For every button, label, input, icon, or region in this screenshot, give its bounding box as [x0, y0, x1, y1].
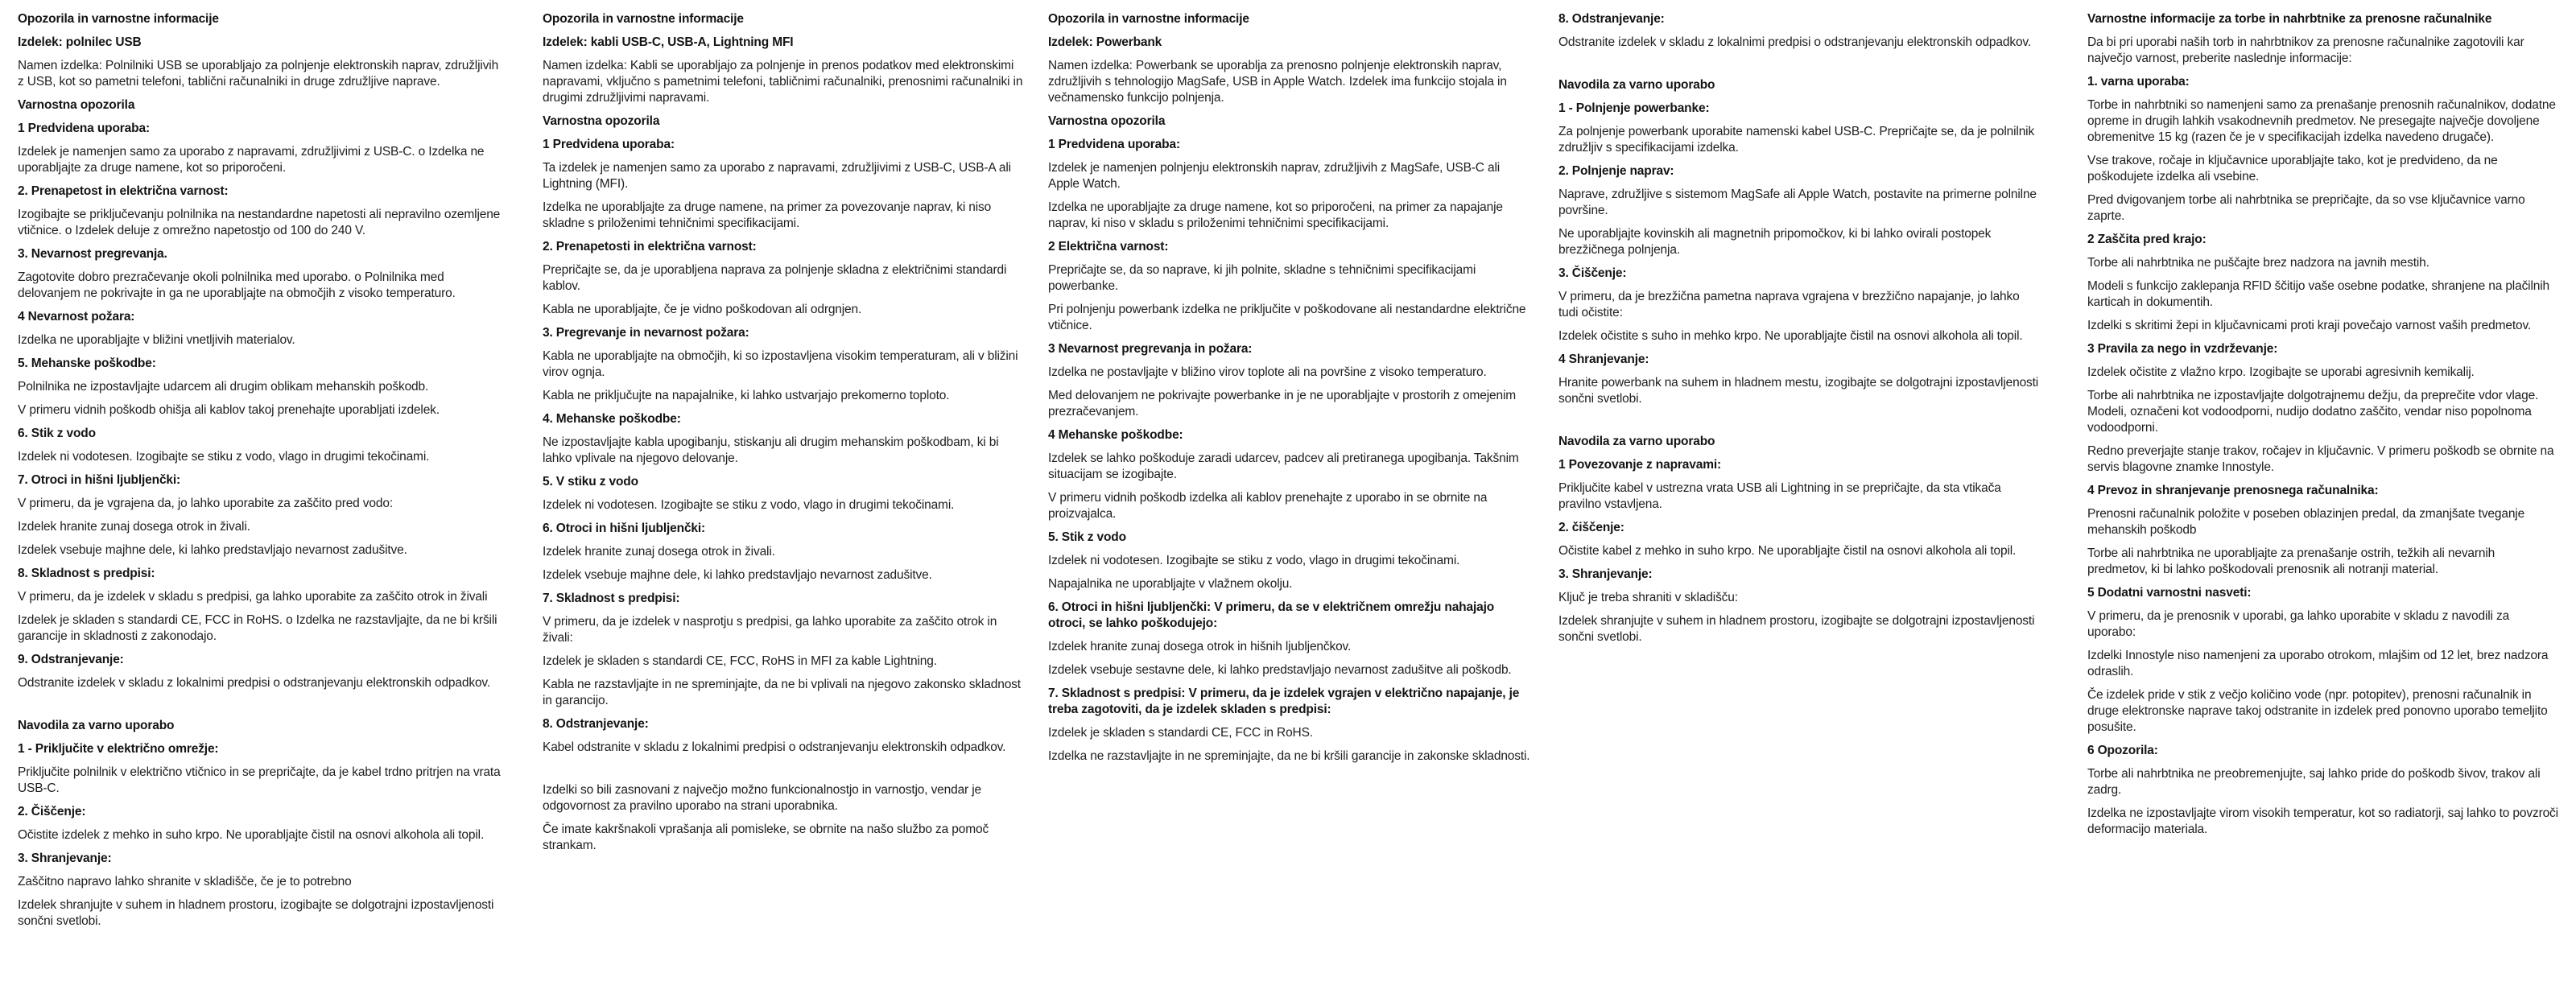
paragraph: Prepričajte se, da je uporabljena naprava za polnjenje skladna z električnimi standardi kablov. [543, 263, 1007, 293]
paragraph: Izdelek hranite zunaj dosega otrok in hišnih ljubljenčkov. [1048, 640, 1352, 653]
section-heading: 8. Skladnost s predpisi: [18, 567, 155, 580]
paragraph: Naprave, združljive s sistemom MagSafe ali Apple Watch, postavite na primerne polnilne površine. [1558, 188, 2037, 217]
section-heading: 1 Predvidena uporaba: [543, 138, 675, 151]
section-heading: Izdelek: kabli USB-C, USB-A, Lightning MFI [543, 35, 794, 49]
paragraph: Kabel odstranite v skladu z lokalnimi predpisi o odstranjevanju elektronskih odpadkov. [543, 740, 1006, 754]
section-heading: Opozorila in varnostne informacije [18, 12, 219, 26]
paragraph: Izdelek očistite z vlažno krpo. Izogibajte se uporabi agresivnih kemikalij. [2087, 365, 2475, 379]
section-spacer [1558, 414, 2041, 434]
section-heading: 4 Shranjevanje: [1558, 353, 1649, 366]
section-heading: 5. Mehanske poškodbe: [18, 357, 156, 370]
section-heading: 3. Čiščenje: [1558, 266, 1627, 280]
paragraph: Izdelka ne izpostavljajte virom visokih temperatur, kot so radiatorji, saj lahko to povzroči deformacijo materiala. [2087, 806, 2558, 836]
paragraph: Modeli s funkcijo zaklepanja RFID ščitijo vaše osebne podatke, shranjene na plačilnih karticah in dokumentih. [2087, 279, 2549, 309]
paragraph: Prepričajte se, da so naprave, ki jih polnite, skladne s tehničnimi specifikacijami powerbanke. [1048, 263, 1476, 293]
section-spacer [1558, 58, 2041, 77]
section-heading: 3. Pregrevanje in nevarnost požara: [543, 326, 749, 340]
section-heading: Opozorila in varnostne informacije [1048, 12, 1249, 26]
section-heading: 9. Odstranjevanje: [18, 653, 124, 666]
safety-column-4 [1558, 11, 2041, 653]
paragraph: Izdelek je skladen s standardi CE, FCC in RoHS. o Izdelka ne razstavljajte, da ne bi kršili garancije in skladnosti z zakonodajo. [18, 613, 497, 643]
paragraph: Izdelka ne razstavljajte in ne spreminjajte, da ne bi kršili garancije in zakonske skladnosti. [1048, 749, 1530, 763]
section-heading: Varnostne informacije za torbe in nahrbtnike za prenosne računalnike [2087, 12, 2492, 26]
paragraph: Napajalnika ne uporabljajte v vlažnem okolju. [1048, 577, 1293, 591]
safety-column-2 [543, 11, 1026, 861]
section-heading: 3 Nevarnost pregrevanja in požara: [1048, 342, 1253, 356]
paragraph: Vse trakove, ročaje in ključavnice uporabljajte tako, kot je predvideno, da ne poškodujete izdelka ali vsebine. [2087, 154, 2498, 183]
section-heading: Navodila za varno uporabo [1558, 78, 1715, 92]
paragraph: Za polnjenje powerbank uporabite namenski kabel USB-C. Prepričajte se, da je polnilnik združljiv s specifikacijami izdelka. [1558, 125, 2035, 155]
paragraph: Odstranite izdelek v skladu z lokalnimi predpisi o odstranjevanju elektronskih odpadkov. [18, 676, 491, 690]
section-heading: Navodila za varno uporabo [1558, 435, 1715, 448]
paragraph: Pred dvigovanjem torbe ali nahrbtnika se prepričajte, da so vse ključavnice varno zaprte. [2087, 193, 2525, 223]
paragraph: Izdelki Innostyle niso namenjeni za uporabo otrokom, mlajšim od 12 let, brez nadzora odraslih. [2087, 649, 2549, 678]
paragraph: Namen izdelka: Kabli se uporabljajo za polnjenje in prenos podatkov med elektronskimi napravami, vključno s pametnimi telefoni, tabličnimi računalniki, prenosnimi računalniki in drugimi združljivimi napravami. [543, 59, 1023, 105]
paragraph: Izdelek se lahko poškoduje zaradi udarcev, padcev ali pretiranega upogibanja. Takšnim situacijam se izogibajte. [1048, 451, 1519, 481]
paragraph: Kabla ne uporabljajte, če je vidno poškodovan ali odrgnjen. [543, 303, 862, 316]
paragraph: V primeru, da je brezžična pametna naprava vgrajena v brezžično napajanje, jo lahko tudi očistite: [1558, 290, 2020, 320]
section-heading: 3. Shranjevanje: [18, 851, 112, 865]
paragraph: Izdelek vsebuje majhne dele, ki lahko predstavljajo nevarnost zadušitve. [543, 568, 932, 582]
paragraph: Redno preverjajte stanje trakov, ročajev in ključavnic. V primeru poškodb se obrnite na servis blagovne znamke Innostyle. [2087, 444, 2554, 474]
paragraph: Hranite powerbank na suhem in hladnem mestu, izogibajte se dolgotrajni izpostavljenosti sončni svetlobi. [1558, 376, 2039, 406]
section-heading: 1 - Polnjenje powerbanke: [1558, 101, 1710, 115]
section-heading: 7. Otroci in hišni ljubljenčki: [18, 473, 181, 487]
paragraph: Kabla ne uporabljajte na območjih, ki so izpostavljena visokim temperaturam, ali v bližini virov ognja. [543, 349, 1018, 379]
paragraph: Izdelka ne uporabljajte v bližini vnetljivih materialov. [18, 333, 295, 347]
paragraph: Izdelek shranjujte v suhem in hladnem prostoru, izogibajte se dolgotrajni izpostavljenosti sončni svetlobi. [1558, 614, 2035, 644]
paragraph: Zaščitno napravo lahko shranite v skladišče, če je to potrebno [18, 875, 352, 888]
section-spacer [543, 763, 1026, 782]
paragraph: Torbe ali nahrbtnika ne preobremenjujte, saj lahko pride do poškodb šivov, trakov ali zadrg. [2087, 767, 2541, 797]
section-heading: 2. Čiščenje: [18, 805, 86, 818]
paragraph: Namen izdelka: Polnilniki USB se uporabljajo za polnjenje elektronskih naprav, združljivih z USB, kot so pametni telefoni, tablični računalniki in druge združljive naprave. [18, 59, 499, 89]
paragraph: Odstranite izdelek v skladu z lokalnimi predpisi o odstranjevanju elektronskih odpadkov. [1558, 35, 2032, 49]
section-heading: 5 Dodatni varnostni nasveti: [2087, 586, 2252, 600]
paragraph: Izdelek shranjujte v suhem in hladnem prostoru, izogibajte se dolgotrajni izpostavljenosti sončni svetlobi. [18, 898, 494, 928]
section-heading: 2. Polnjenje naprav: [1558, 164, 1674, 178]
section-heading: 4 Mehanske poškodbe: [1048, 428, 1183, 442]
section-heading: 4. Mehanske poškodbe: [543, 412, 681, 426]
paragraph: Očistite izdelek z mehko in suho krpo. Ne uporabljajte čistil na osnovi alkohola ali topil. [18, 828, 485, 842]
paragraph: Izdelek vsebuje sestavne dele, ki lahko predstavljajo nevarnost zadušitve ali poškodb. [1048, 663, 1512, 677]
section-heading: 2 Električna varnost: [1048, 240, 1169, 254]
paragraph: Namen izdelka: Powerbank se uporablja za prenosno polnjenje elektronskih naprav, združljivih s tehnologijo MagSafe, USB in Apple Watch. Izdelek ima funkcijo stojala in večnamensko funkcijo polnjenja. [1048, 59, 1507, 105]
paragraph: Torbe ali nahrbtnika ne uporabljajte za prenašanje ostrih, težkih ali nevarnih predmetov, ki bi lahko poškodovali prenosnik ali notranji material. [2087, 546, 2496, 576]
paragraph: Torbe ali nahrbtnika ne izpostavljajte dolgotrajnemu dežju, da preprečite vdor vlage. Modeli, označeni kot vodoodporni, nudijo dodatno zaščito, vendar niso popolnoma vodoodporni. [2087, 389, 2539, 435]
paragraph: Izdelek ni vodotesen. Izogibajte se stiku z vodo, vlago in drugimi tekočinami. [18, 450, 430, 464]
paragraph: Izdelka ne uporabljajte za druge namene, na primer za povezovanje naprav, ki niso skladne s priloženimi tehničnimi specifikacijami. [543, 200, 992, 230]
section-heading: 5. Stik z vodo [1048, 530, 1126, 544]
paragraph: Če izdelek pride v stik z večjo količino vode (npr. potopitev), prenosni računalnik in druge elektronske naprave takoj odstranite in izdelek pred ponovno uporabo temeljito posušite. [2087, 688, 2548, 734]
paragraph: Izdelka ne uporabljajte za druge namene, kot so priporočeni, na primer za napajanje naprav, ki niso v skladu s priloženimi tehničnimi specifikacijami. [1048, 200, 1503, 230]
section-heading: 1 - Priključite v električno omrežje: [18, 742, 219, 756]
section-heading: 2. čiščenje: [1558, 521, 1624, 534]
paragraph: V primeru, da je vgrajena da, jo lahko uporabite za zaščito pred vodo: [18, 497, 393, 510]
section-heading: 1. varna uporaba: [2087, 75, 2190, 89]
section-heading: 6. Otroci in hišni ljubljenčki: V primeru, da se v električnem omrežju nahajajo otroci, se lahko poškodujejo: [1048, 600, 1495, 630]
paragraph: Izdelek je namenjen samo za uporabo z napravami, združljivimi z USB-C. o Izdelka ne uporabljajte za druge namene, kot so priporočeni. [18, 145, 485, 175]
paragraph: Izdelka ne postavljajte v bližino virov toplote ali na površine z visoko temperaturo. [1048, 365, 1487, 379]
section-heading: 6. Stik z vodo [18, 427, 96, 440]
safety-column-5 [2087, 11, 2558, 845]
paragraph: V primeru, da je izdelek v skladu s predpisi, ga lahko uporabite za zaščito otrok in živali [18, 590, 488, 604]
paragraph: Če imate kakršnakoli vprašanja ali pomisleke, se obrnite na našo službo za pomoč strankam. [543, 823, 989, 852]
paragraph: Izdelek ni vodotesen. Izogibajte se stiku z vodo, vlago in drugimi tekočinami. [543, 498, 955, 512]
section-heading: 1 Povezovanje z napravami: [1558, 458, 1721, 472]
paragraph: Izdelek je skladen s standardi CE, FCC, RoHS in MFI za kable Lightning. [543, 654, 937, 668]
section-heading: 2 Zaščita pred krajo: [2087, 233, 2207, 246]
paragraph: Izdelki s skritimi žepi in ključavnicami proti kraji povečajo varnost vaših predmetov. [2087, 319, 2532, 332]
section-heading: Varnostna opozorila [1048, 114, 1166, 128]
section-heading: 3. Nevarnost pregrevanja. [18, 247, 167, 261]
section-heading: Varnostna opozorila [18, 98, 135, 112]
section-heading: Izdelek: Powerbank [1048, 35, 1162, 49]
paragraph: Izdelki so bili zasnovani z največjo možno funkcionalnostjo in varnostjo, vendar je odgovornost za pravilno uporabo na strani uporabnika. [543, 783, 981, 813]
section-heading: 5. V stiku z vodo [543, 475, 638, 489]
section-heading: Opozorila in varnostne informacije [543, 12, 744, 26]
safety-column-1 [18, 11, 501, 937]
paragraph: Priključite kabel v ustrezna vrata USB ali Lightning in se prepričajte, da sta vtikača pravilno vstavljena. [1558, 481, 2001, 511]
paragraph: V primeru, da je izdelek v nasprotju s predpisi, ga lahko uporabite za zaščito otrok in živali: [543, 615, 997, 645]
section-heading: Varnostna opozorila [543, 114, 660, 128]
paragraph: Izdelek je skladen s standardi CE, FCC in RoHS. [1048, 726, 1313, 740]
paragraph: Izdelek je namenjen polnjenju elektronskih naprav, združljivih z MagSafe, USB-C ali Apple Watch. [1048, 161, 1501, 191]
paragraph: Kabla ne priključujte na napajalnike, ki lahko ustvarjajo prekomerno toploto. [543, 389, 950, 402]
section-spacer [18, 699, 501, 718]
paragraph: Priključite polnilnik v električno vtičnico in se prepričajte, da je kabel trdno pritrjen na vrata USB-C. [18, 765, 501, 795]
paragraph: Torbe in nahrbtniki so namenjeni samo za prenašanje prenosnih računalnikov, dodatne opreme in drugih lahkih vsakodnevnih predmetov. Ne presegajte največje dovoljene obremenitve 15 kg (razen če je v specifikacijah izdelka navedeno drugače). [2087, 98, 2556, 144]
section-heading: 4 Prevoz in shranjevanje prenosnega računalnika: [2087, 484, 2379, 497]
paragraph: Izdelek hranite zunaj dosega otrok in živali. [18, 520, 250, 534]
paragraph: V primeru vidnih poškodb ohišja ali kablov takoj prenehajte uporabljati izdelek. [18, 403, 440, 417]
paragraph: Izogibajte se priključevanju polnilnika na nestandardne napetosti ali nepravilno ozemljene vtičnice. o Izdelek deluje z omrežno napetostjo od 100 do 240 V. [18, 208, 501, 237]
section-heading: 2. Prenapetost in električna varnost: [18, 184, 229, 198]
paragraph: Torbe ali nahrbtnika ne puščajte brez nadzora na javnih mestih. [2087, 256, 2429, 270]
paragraph: Ta izdelek je namenjen samo za uporabo z napravami, združljivimi z USB-C, USB-A ali Lightning (MFI). [543, 161, 1011, 191]
paragraph: Kabla ne razstavljajte in ne spreminjajte, da ne bi vplivali na njegovo zakonsko skladnost in garancijo. [543, 678, 1021, 707]
paragraph: V primeru vidnih poškodb izdelka ali kablov prenehajte z uporabo in se obrnite na proizvajalca. [1048, 491, 1488, 521]
paragraph: Očistite kabel z mehko in suho krpo. Ne uporabljajte čistil na osnovi alkohola ali topil. [1558, 544, 2017, 558]
section-heading: 3 Pravila za nego in vzdrževanje: [2087, 342, 2278, 356]
paragraph: Polnilnika ne izpostavljajte udarcem ali drugim oblikam mehanskih poškodb. [18, 380, 429, 394]
paragraph: Izdelek očistite s suho in mehko krpo. Ne uporabljajte čistil na osnovi alkohola ali topil. [1558, 329, 2023, 343]
section-heading: 2. Prenapetosti in električna varnost: [543, 240, 757, 254]
paragraph: Pri polnjenju powerbank izdelka ne priključite v poškodovane ali nestandardne električne vtičnice. [1048, 303, 1526, 332]
section-heading: 6. Otroci in hišni ljubljenčki: [543, 522, 706, 535]
paragraph: Da bi pri uporabi naših torb in nahrbtnikov za prenosne računalnike zagotovili kar največjo varnost, preberite naslednje informacije: [2087, 35, 2524, 65]
paragraph: Prenosni računalnik položite v poseben oblazinjen predal, da zmanjšate tveganje mehanskih poškodb [2087, 507, 2525, 537]
section-heading: 8. Odstranjevanje: [1558, 12, 1665, 26]
section-heading: Izdelek: polnilec USB [18, 35, 142, 49]
section-heading: 3. Shranjevanje: [1558, 567, 1653, 581]
paragraph: Ne uporabljajte kovinskih ali magnetnih pripomočkov, ki bi lahko ovirali postopek brezžičnega polnjenja. [1558, 227, 1992, 257]
section-heading: 4 Nevarnost požara: [18, 310, 135, 324]
safety-column-3 [1048, 11, 1531, 772]
section-heading: 7. Skladnost s predpisi: V primeru, da je izdelek vgrajen v električno napajanje, je treba zagotoviti, da je izdelek skladen s predpisi: [1048, 686, 1520, 716]
section-heading: 8. Odstranjevanje: [543, 717, 649, 731]
paragraph: Med delovanjem ne pokrivajte powerbanke in je ne uporabljajte v prostorih z omejenim prezračevanjem. [1048, 389, 1517, 418]
section-heading: 1 Predvidena uporaba: [18, 122, 150, 135]
paragraph: Izdelek ni vodotesen. Izogibajte se stiku z vodo, vlago in drugimi tekočinami. [1048, 554, 1460, 567]
section-heading: 1 Predvidena uporaba: [1048, 138, 1180, 151]
paragraph: V primeru, da je prenosnik v uporabi, ga lahko uporabite v skladu z navodili za uporabo: [2087, 609, 2510, 639]
paragraph: Zagotovite dobro prezračevanje okoli polnilnika med uporabo. o Polnilnika med delovanjem ne pokrivajte in ga ne uporabljajte na območjih z visoko temperaturo. [18, 270, 456, 300]
paragraph: Izdelek hranite zunaj dosega otrok in živali. [543, 545, 775, 559]
section-heading: 6 Opozorila: [2087, 744, 2158, 757]
paragraph: Ključ je treba shraniti v skladišču: [1558, 591, 1738, 604]
paragraph: Izdelek vsebuje majhne dele, ki lahko predstavljajo nevarnost zadušitve. [18, 543, 407, 557]
section-heading: Navodila za varno uporabo [18, 719, 175, 732]
section-heading: 7. Skladnost s predpisi: [543, 592, 680, 605]
paragraph: Ne izpostavljajte kabla upogibanju, stiskanju ali drugim mehanskim poškodbam, ki bi lahko vplivale na njegovo delovanje. [543, 435, 999, 465]
